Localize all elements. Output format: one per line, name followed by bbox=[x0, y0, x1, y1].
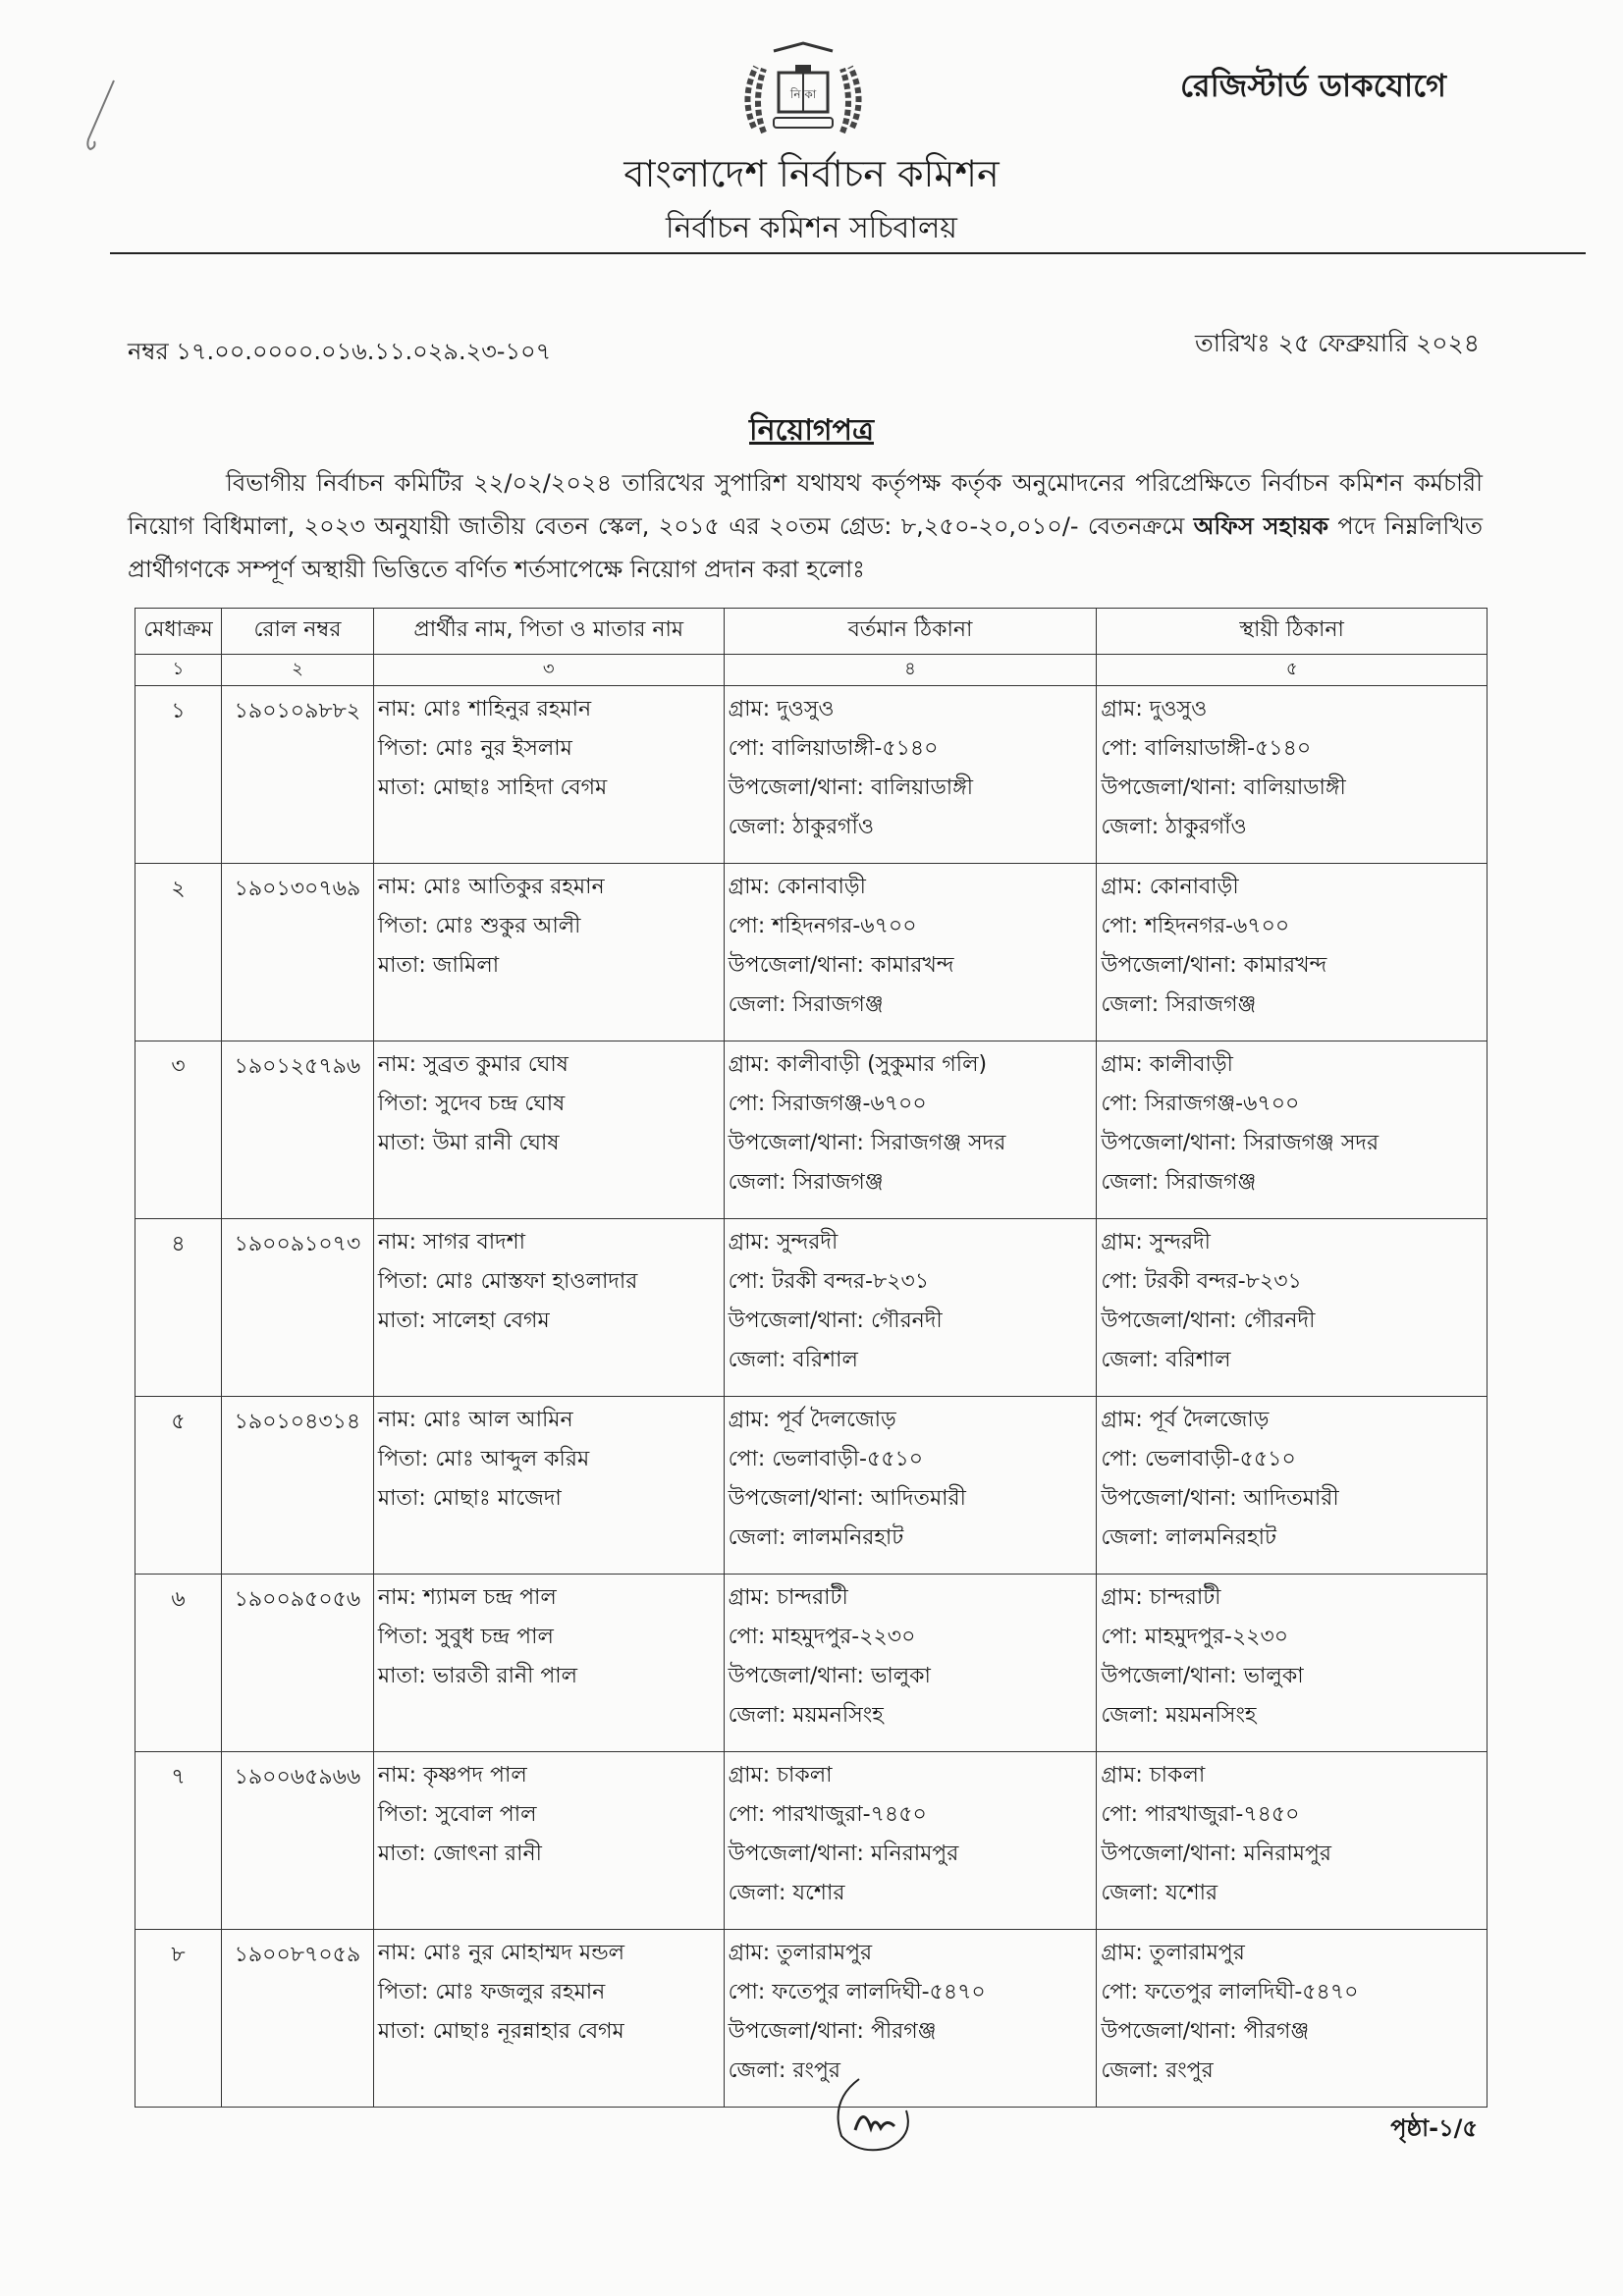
roll-cell: ১৯০০৮৭০৫৯ bbox=[221, 1930, 373, 2108]
present-address-line: পো: পারখাজুরা-৭৪৫০ bbox=[728, 1802, 927, 1827]
candidate-line: নাম: সাগর বাদশা bbox=[377, 1230, 526, 1255]
candidate-line: মাতা: জোৎনা রানী bbox=[377, 1842, 542, 1866]
present-address-line: জেলা: ঠাকুরগাঁও bbox=[728, 815, 875, 839]
intro-text-part2: পদে নিম্নলিখিত প্রার্থীগণকে সম্পূর্ণ অস্থায়ী ভিত্তিতে বর্ণিত শর্তসাপেক্ষে নিয়োগ প্রদান করা হলোঃ bbox=[128, 512, 1483, 583]
permanent-address-cell bbox=[1097, 1752, 1488, 1930]
permanent-address-cell bbox=[1097, 1930, 1488, 2108]
present-address-line: জেলা: বরিশাল bbox=[728, 1348, 858, 1372]
header-divider bbox=[110, 252, 1586, 254]
candidate-line: পিতা: সুবুধ চন্দ্র পাল bbox=[377, 1625, 554, 1649]
permanent-address-line: পো: মাহমুদপুর-২২৩০ bbox=[1101, 1625, 1289, 1649]
permanent-address-cell bbox=[1097, 686, 1488, 864]
appointment-table-body bbox=[135, 686, 1488, 2108]
table-row bbox=[135, 686, 1488, 864]
col-header-roll: রোল নম্বর bbox=[221, 609, 373, 655]
candidate-line: মাতা: মোছাঃ নূরন্নাহার বেগম bbox=[377, 2019, 624, 2044]
column-index: ১ bbox=[135, 655, 222, 686]
candidate-line: মাতা: ভারতী রানী পাল bbox=[377, 1664, 578, 1688]
table-row bbox=[135, 1397, 1488, 1575]
permanent-address-line: গ্রাম: পূর্ব দৈলজোড় bbox=[1101, 1408, 1270, 1432]
permanent-address-cell bbox=[1097, 1041, 1488, 1219]
permanent-address-line: পো: বালিয়াডাঙ্গী-৫১৪০ bbox=[1101, 736, 1312, 761]
permanent-address-line: জেলা: যশোর bbox=[1101, 1881, 1218, 1905]
candidate-line: নাম: মোঃ আতিকুর রহমান bbox=[377, 875, 605, 899]
permanent-address-cell bbox=[1097, 1219, 1488, 1397]
permanent-address-line: জেলা: রংপুর bbox=[1101, 2058, 1214, 2083]
col-header-candidate: প্রার্থীর নাম, পিতা ও মাতার নাম bbox=[373, 609, 724, 655]
present-address-line: গ্রাম: পূর্ব দৈলজোড় bbox=[728, 1408, 896, 1432]
present-address-cell bbox=[724, 1397, 1097, 1575]
candidate-line: নাম: মোঃ শাহিনুর রহমান bbox=[377, 697, 592, 721]
merit-cell: ৪ bbox=[135, 1219, 222, 1397]
present-address-line: পো: বালিয়াডাঙ্গী-৫১৪০ bbox=[728, 736, 939, 761]
permanent-address-cell bbox=[1097, 1397, 1488, 1575]
table-header-row bbox=[135, 609, 1488, 655]
present-address-line: গ্রাম: চান্দরাটী bbox=[728, 1585, 848, 1610]
table-row bbox=[135, 864, 1488, 1041]
permanent-address-line: পো: ভেলাবাড়ী-৫৫১০ bbox=[1101, 1447, 1296, 1471]
present-address-line: পো: মাহমুদপুর-২২৩০ bbox=[728, 1625, 916, 1649]
table-row bbox=[135, 1575, 1488, 1752]
present-address-line: গ্রাম: সুন্দরদী bbox=[728, 1230, 839, 1255]
permanent-address-line: জেলা: সিরাজগঞ্জ bbox=[1101, 1170, 1257, 1195]
roll-cell: ১৯০১৩০৭৬৯ bbox=[221, 864, 373, 1041]
page-number: পৃষ্ঠা-১/৫ bbox=[1390, 2114, 1478, 2142]
candidate-line: নাম: মোঃ নুর মোহাম্মদ মন্ডল bbox=[377, 1941, 625, 1965]
present-address-line: গ্রাম: তুলারামপুর bbox=[728, 1941, 873, 1965]
permanent-address-line: উপজেলা/থানা: সিরাজগঞ্জ সদর bbox=[1101, 1131, 1380, 1155]
intro-text-part1: বিভাগীয় নির্বাচন কমিটির ২২/০২/২০২৪ তারিখের সুপারিশ যথাযথ কর্তৃপক্ষ কর্তৃক অনুমোদনের পরিপ্রেক্ষিতে নির্বাচন কমিশন কর্মচারী নিয়োগ বিধিমালা, ২০২৩ অনুযায়ী জাতীয় বেতন স্কেল, ২০১৫ এর ২০তম গ্রেড: ৮,২৫০-২০,০১০/- বেতনক্রমে bbox=[128, 469, 1483, 540]
present-address-line: জেলা: সিরাজগঞ্জ bbox=[728, 1170, 884, 1195]
permanent-address-line: জেলা: বরিশাল bbox=[1101, 1348, 1231, 1372]
permanent-address-line: পো: ফতেপুর লালদিঘী-৫৪৭০ bbox=[1101, 1980, 1359, 2004]
present-address-line: গ্রাম: চাকলা bbox=[728, 1763, 833, 1788]
present-address-line: গ্রাম: কালীবাড়ী (সুকুমার গলি) bbox=[728, 1052, 988, 1077]
document-heading: নিয়োগপত্র bbox=[749, 413, 874, 448]
permanent-address-line: গ্রাম: চাকলা bbox=[1101, 1763, 1206, 1788]
present-address-cell bbox=[724, 864, 1097, 1041]
election-commission-emblem-icon bbox=[734, 39, 872, 147]
roll-cell: ১৯০১০৪৩১৪ bbox=[221, 1397, 373, 1575]
candidate-line: পিতা: সুদেব চন্দ্র ঘোষ bbox=[377, 1092, 566, 1116]
permanent-address-line: পো: সিরাজগঞ্জ-৬৭০০ bbox=[1101, 1092, 1300, 1116]
candidate-line: পিতা: মোঃ নুর ইসলাম bbox=[377, 736, 572, 761]
present-address-line: জেলা: সিরাজগঞ্জ bbox=[728, 992, 884, 1017]
candidate-cell bbox=[373, 686, 724, 864]
present-address-line: পো: টরকী বন্দর-৮২৩১ bbox=[728, 1269, 930, 1294]
present-address-cell bbox=[724, 1752, 1097, 1930]
candidate-line: মাতা: উমা রানী ঘোষ bbox=[377, 1131, 560, 1155]
permanent-address-line: জেলা: ময়মনসিংহ bbox=[1101, 1703, 1257, 1728]
column-index: ৫ bbox=[1097, 655, 1488, 686]
merit-cell: ২ bbox=[135, 864, 222, 1041]
permanent-address-line: গ্রাম: সুন্দরদী bbox=[1101, 1230, 1211, 1255]
candidate-line: নাম: কৃষ্ণপদ পাল bbox=[377, 1763, 527, 1788]
candidate-cell bbox=[373, 1930, 724, 2108]
roll-cell: ১৯০১০৯৮৮২ bbox=[221, 686, 373, 864]
table-row bbox=[135, 1041, 1488, 1219]
candidate-cell bbox=[373, 1219, 724, 1397]
permanent-address-line: জেলা: ঠাকুরগাঁও bbox=[1101, 815, 1247, 839]
permanent-address-line: উপজেলা/থানা: মনিরামপুর bbox=[1101, 1842, 1332, 1866]
permanent-address-line: গ্রাম: তুলারামপুর bbox=[1101, 1941, 1245, 1965]
present-address-cell bbox=[724, 686, 1097, 864]
permanent-address-line: পো: শহিদনগর-৬৭০০ bbox=[1101, 914, 1290, 938]
present-address-line: উপজেলা/থানা: ভালুকা bbox=[728, 1664, 931, 1688]
merit-cell: ৭ bbox=[135, 1752, 222, 1930]
permanent-address-line: উপজেলা/থানা: পীরগঞ্জ bbox=[1101, 2019, 1310, 2044]
present-address-line: পো: শহিদনগর-৬৭০০ bbox=[728, 914, 917, 938]
roll-cell: ১৯০১২৫৭৯৬ bbox=[221, 1041, 373, 1219]
candidate-line: পিতা: মোঃ শুকুর আলী bbox=[377, 914, 581, 938]
candidate-cell bbox=[373, 1397, 724, 1575]
present-address-line: উপজেলা/থানা: বালিয়াডাঙ্গী bbox=[728, 775, 974, 800]
present-address-line: জেলা: ময়মনসিংহ bbox=[728, 1703, 884, 1728]
column-index: ৩ bbox=[373, 655, 724, 686]
candidate-line: নাম: শ্যামল চন্দ্র পাল bbox=[377, 1585, 557, 1610]
permanent-address-line: গ্রাম: দুওসুও bbox=[1101, 697, 1208, 721]
memo-date: তারিখঃ ২৫ ফেব্রুয়ারি ২০২৪ bbox=[1194, 329, 1480, 357]
present-address-line: উপজেলা/থানা: মনিরামপুর bbox=[728, 1842, 959, 1866]
roll-cell: ১৯০০৬৫৯৬৬ bbox=[221, 1752, 373, 1930]
present-address-cell bbox=[724, 1219, 1097, 1397]
candidate-line: নাম: সুব্রত কুমার ঘোষ bbox=[377, 1052, 568, 1077]
candidate-line: পিতা: মোঃ মোস্তফা হাওলাদার bbox=[377, 1269, 638, 1294]
permanent-address-line: গ্রাম: চান্দরাটী bbox=[1101, 1585, 1221, 1610]
permanent-address-line: জেলা: সিরাজগঞ্জ bbox=[1101, 992, 1257, 1017]
organization-title: বাংলাদেশ নির্বাচন কমিশন bbox=[623, 152, 1000, 195]
permanent-address-line: উপজেলা/থানা: ভালুকা bbox=[1101, 1664, 1304, 1688]
present-address-line: উপজেলা/থানা: কামারখন্দ bbox=[728, 953, 954, 978]
present-address-line: গ্রাম: কোনাবাড়ী bbox=[728, 875, 866, 899]
memo-number: নম্বর ১৭.০০.০০০০.০১৬.১১.০২৯.২৩-১০৭ bbox=[128, 338, 552, 365]
permanent-address-line: উপজেলা/থানা: বালিয়াডাঙ্গী bbox=[1101, 775, 1346, 800]
permanent-address-line: পো: টরকী বন্দর-৮২৩১ bbox=[1101, 1269, 1302, 1294]
permanent-address-line: গ্রাম: কোনাবাড়ী bbox=[1101, 875, 1239, 899]
col-header-permanent-address: স্থায়ী ঠিকানা bbox=[1097, 609, 1488, 655]
present-address-line: গ্রাম: দুওসুও bbox=[728, 697, 835, 721]
present-address-line: উপজেলা/থানা: পীরগঞ্জ bbox=[728, 2019, 937, 2044]
candidate-line: মাতা: মোছাঃ মাজেদা bbox=[377, 1486, 562, 1511]
table-row bbox=[135, 1752, 1488, 1930]
present-address-cell bbox=[724, 1575, 1097, 1752]
organization-subtitle: নির্বাচন কমিশন সচিবালয় bbox=[666, 211, 957, 245]
permanent-address-cell bbox=[1097, 864, 1488, 1041]
present-address-line: পো: ফতেপুর লালদিঘী-৫৪৭০ bbox=[728, 1980, 986, 2004]
present-address-line: উপজেলা/থানা: সিরাজগঞ্জ সদর bbox=[728, 1131, 1006, 1155]
candidate-cell bbox=[373, 1041, 724, 1219]
merit-cell: ৩ bbox=[135, 1041, 222, 1219]
permanent-address-line: গ্রাম: কালীবাড়ী bbox=[1101, 1052, 1233, 1077]
appointment-table bbox=[135, 608, 1488, 2108]
emblem-lettering: নি কা bbox=[790, 87, 817, 101]
merit-cell: ৬ bbox=[135, 1575, 222, 1752]
candidate-cell bbox=[373, 864, 724, 1041]
table-row bbox=[135, 1930, 1488, 2108]
roll-cell: ১৯০০৯১০৭৩ bbox=[221, 1219, 373, 1397]
present-address-cell bbox=[724, 1041, 1097, 1219]
post-name: অফিস সহায়ক bbox=[1193, 512, 1329, 540]
permanent-address-cell bbox=[1097, 1575, 1488, 1752]
present-address-line: জেলা: রংপুর bbox=[728, 2058, 841, 2083]
col-header-merit: মেধাক্রম bbox=[135, 609, 222, 655]
signature-mark bbox=[820, 2071, 928, 2160]
merit-cell: ১ bbox=[135, 686, 222, 864]
permanent-address-line: উপজেলা/থানা: আদিতমারী bbox=[1101, 1486, 1339, 1511]
present-address-line: পো: সিরাজগঞ্জ-৬৭০০ bbox=[728, 1092, 927, 1116]
present-address-line: পো: ভেলাবাড়ী-৫৫১০ bbox=[728, 1447, 924, 1471]
pen-mark-icon bbox=[81, 77, 120, 155]
candidate-line: নাম: মোঃ আল আমিন bbox=[377, 1408, 573, 1432]
candidate-line: মাতা: মোছাঃ সাহিদা বেগম bbox=[377, 775, 608, 800]
table-row bbox=[135, 1219, 1488, 1397]
candidate-line: মাতা: জামিলা bbox=[377, 953, 500, 978]
permanent-address-line: উপজেলা/থানা: কামারখন্দ bbox=[1101, 953, 1327, 978]
candidate-cell bbox=[373, 1752, 724, 1930]
candidate-line: পিতা: মোঃ আব্দুল করিম bbox=[377, 1447, 590, 1471]
merit-cell: ৮ bbox=[135, 1930, 222, 2108]
intro-paragraph bbox=[128, 461, 1483, 591]
present-address-line: জেলা: যশোর bbox=[728, 1881, 845, 1905]
present-address-line: উপজেলা/থানা: আদিতমারী bbox=[728, 1486, 966, 1511]
column-index: ২ bbox=[221, 655, 373, 686]
roll-cell: ১৯০০৯৫০৫৬ bbox=[221, 1575, 373, 1752]
permanent-address-line: পো: পারখাজুরা-৭৪৫০ bbox=[1101, 1802, 1300, 1827]
candidate-line: মাতা: সালেহা বেগম bbox=[377, 1308, 550, 1333]
permanent-address-line: উপজেলা/থানা: গৌরনদী bbox=[1101, 1308, 1316, 1333]
present-address-line: উপজেলা/থানা: গৌরনদী bbox=[728, 1308, 943, 1333]
candidate-cell bbox=[373, 1575, 724, 1752]
permanent-address-line: জেলা: লালমনিরহাট bbox=[1101, 1525, 1276, 1550]
registered-post-label: রেজিস্টার্ড ডাকযোগে bbox=[1179, 67, 1446, 104]
candidate-line: পিতা: মোঃ ফজলুর রহমান bbox=[377, 1980, 606, 2004]
merit-cell: ৫ bbox=[135, 1397, 222, 1575]
candidate-line: পিতা: সুবোল পাল bbox=[377, 1802, 537, 1827]
present-address-line: জেলা: লালমনিরহাট bbox=[728, 1525, 904, 1550]
column-index-row bbox=[135, 655, 1488, 686]
col-header-present-address: বর্তমান ঠিকানা bbox=[724, 609, 1097, 655]
column-index: ৪ bbox=[724, 655, 1097, 686]
